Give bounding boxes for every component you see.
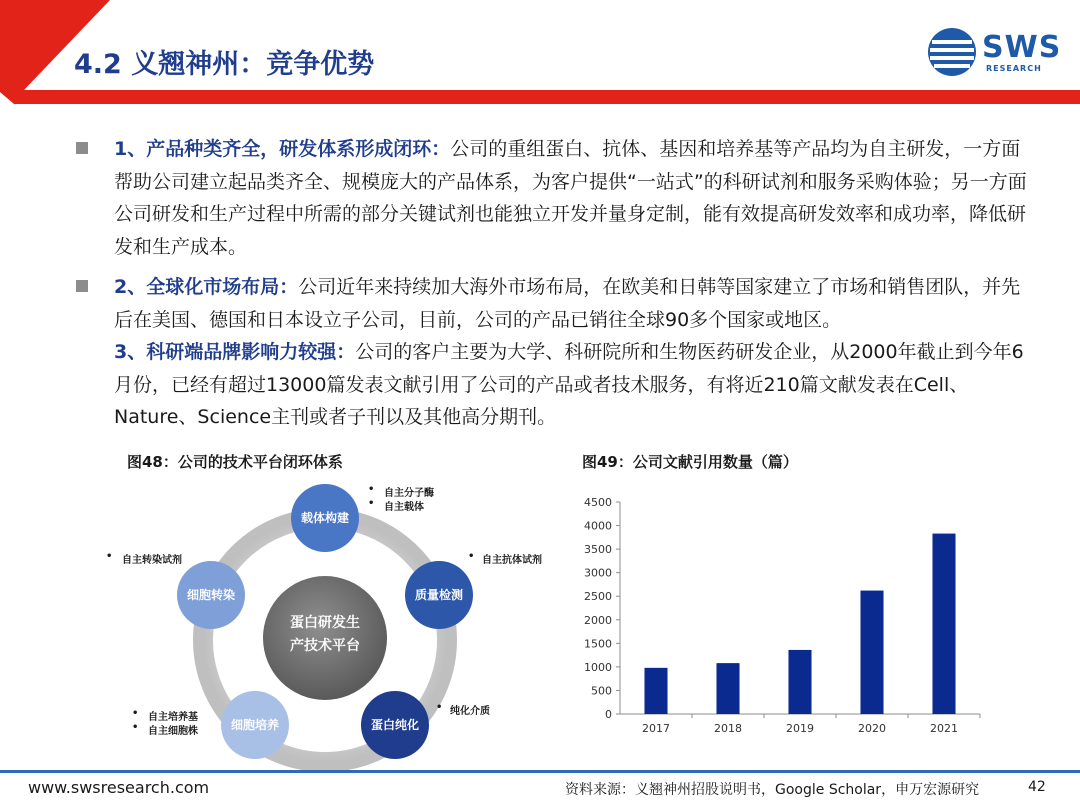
note-bullet-icon: • — [132, 722, 139, 733]
note-bullet-icon: • — [106, 551, 113, 562]
y-tick-label: 4500 — [584, 496, 612, 509]
x-tick-label: 2021 — [930, 722, 958, 735]
y-tick-label: 2500 — [584, 590, 612, 604]
bullet-product-range — [76, 133, 1032, 263]
logo-subtext: RESEARCH — [986, 64, 1042, 73]
bar-2017 — [644, 668, 667, 714]
bullet-square-icon — [76, 280, 88, 292]
node-label-culture: 细胞培养 — [230, 718, 280, 732]
center-label-line1: 蛋白研发生 — [290, 615, 360, 631]
footer-url[interactable]: www.swsresearch.com — [28, 778, 210, 797]
node-label-transfection: 细胞转染 — [186, 588, 236, 602]
bullet-global-market — [76, 271, 1032, 336]
y-tick-label: 500 — [591, 684, 612, 698]
figure49-caption: 图49：公司文献引用数量（篇） — [582, 453, 798, 471]
bar-2019 — [788, 650, 811, 714]
bar-2021 — [932, 534, 955, 714]
logo-wordmark: SWS — [982, 30, 1062, 65]
note-enzyme: 自主分子酶 — [384, 488, 434, 499]
bullet-body: 公司近年来持续加大海外市场布局，在欧美和日韩等国家建立了市场和销售团队，并先后在美国、德国和日本设立子公司，目前，公司的产品已销往全球90多个国家或地区。 — [114, 276, 1021, 331]
note-media: 纯化介质 — [450, 706, 490, 717]
y-tick-label: 1000 — [584, 660, 612, 674]
bar-2018 — [716, 663, 739, 714]
note-cell-line: 自主细胞株 — [148, 726, 198, 737]
center-label-line2: 产技术平台 — [290, 638, 360, 654]
bullet-brand-influence — [76, 336, 1032, 434]
bullet-lead: 2、全球化市场布局： — [114, 276, 299, 298]
bullet-list — [76, 133, 1032, 434]
note-bullet-icon: • — [468, 551, 475, 562]
note-bullet-icon: • — [436, 702, 443, 713]
bar-2020 — [860, 591, 883, 714]
node-label-purification: 蛋白纯化 — [370, 718, 420, 732]
y-tick-label: 3000 — [584, 566, 612, 580]
note-antibody: 自主抗体试剂 — [482, 555, 542, 566]
bullet-square-icon — [76, 142, 88, 154]
page-number: 42 — [1028, 779, 1046, 795]
node-label-quality: 质量检测 — [414, 588, 464, 602]
bullet-lead: 1、产品种类齐全，研发体系形成闭环： — [114, 138, 451, 160]
x-tick-label: 2018 — [714, 722, 742, 735]
slide-header — [0, 0, 1080, 108]
note-culture-medium: 自主培养基 — [148, 712, 198, 723]
y-tick-label: 1500 — [584, 637, 612, 651]
bullet-lead: 3、科研端品牌影响力较强： — [114, 341, 356, 363]
chart-svg — [560, 480, 990, 750]
x-tick-label: 2019 — [786, 722, 814, 735]
note-vector: 自主载体 — [384, 502, 424, 513]
citation-bar-chart — [560, 480, 990, 750]
note-bullet-icon: • — [132, 708, 139, 719]
page-title: 4.2 义翘神州：竞争优势 — [74, 49, 375, 80]
footer-source: 资料来源：义翘神州招股说明书，Google Scholar，申万宏源研究 — [565, 782, 980, 798]
figure48-caption: 图48：公司的技术平台闭环体系 — [127, 453, 343, 471]
sws-logo — [926, 24, 1066, 80]
bullet-body: 公司的客户主要为大学、科研院所和生物医药研发企业，从2000年截止到今年6月份，已经有超过13000篇发表文献引用了公司的产品或者技术服务，有将近210篇文献发表在Cell、Nature、Science主刊或者子刊以及其他高分期刊。 — [114, 341, 1024, 428]
x-tick-label: 2017 — [642, 722, 670, 735]
sws-globe-icon — [926, 26, 978, 78]
y-tick-label: 4000 — [584, 519, 612, 533]
note-bullet-icon: • — [368, 484, 375, 495]
platform-cycle-diagram — [100, 470, 560, 770]
node-label-vector: 载体构建 — [300, 511, 350, 525]
footer-divider — [0, 770, 1080, 773]
y-tick-label: 3500 — [584, 543, 612, 557]
y-tick-label: 0 — [605, 708, 612, 721]
bullet-body: 公司的重组蛋白、抗体、基因和培养基等产品均为自主研发，一方面帮助公司建立起品类齐全、规模庞大的产品体系，为客户提供“一站式”的科研试剂和服务采购体验；另一方面公司研发和生产过程中所需的部分关键试剂也能独立开发并量身定制，能有效提高研发效率和成功率，降低研发和生产成本。 — [114, 138, 1027, 258]
x-tick-label: 2020 — [858, 722, 886, 735]
note-bullet-icon: • — [368, 498, 375, 509]
note-transfection: 自主转染试剂 — [122, 555, 182, 566]
y-tick-label: 2000 — [584, 613, 612, 627]
